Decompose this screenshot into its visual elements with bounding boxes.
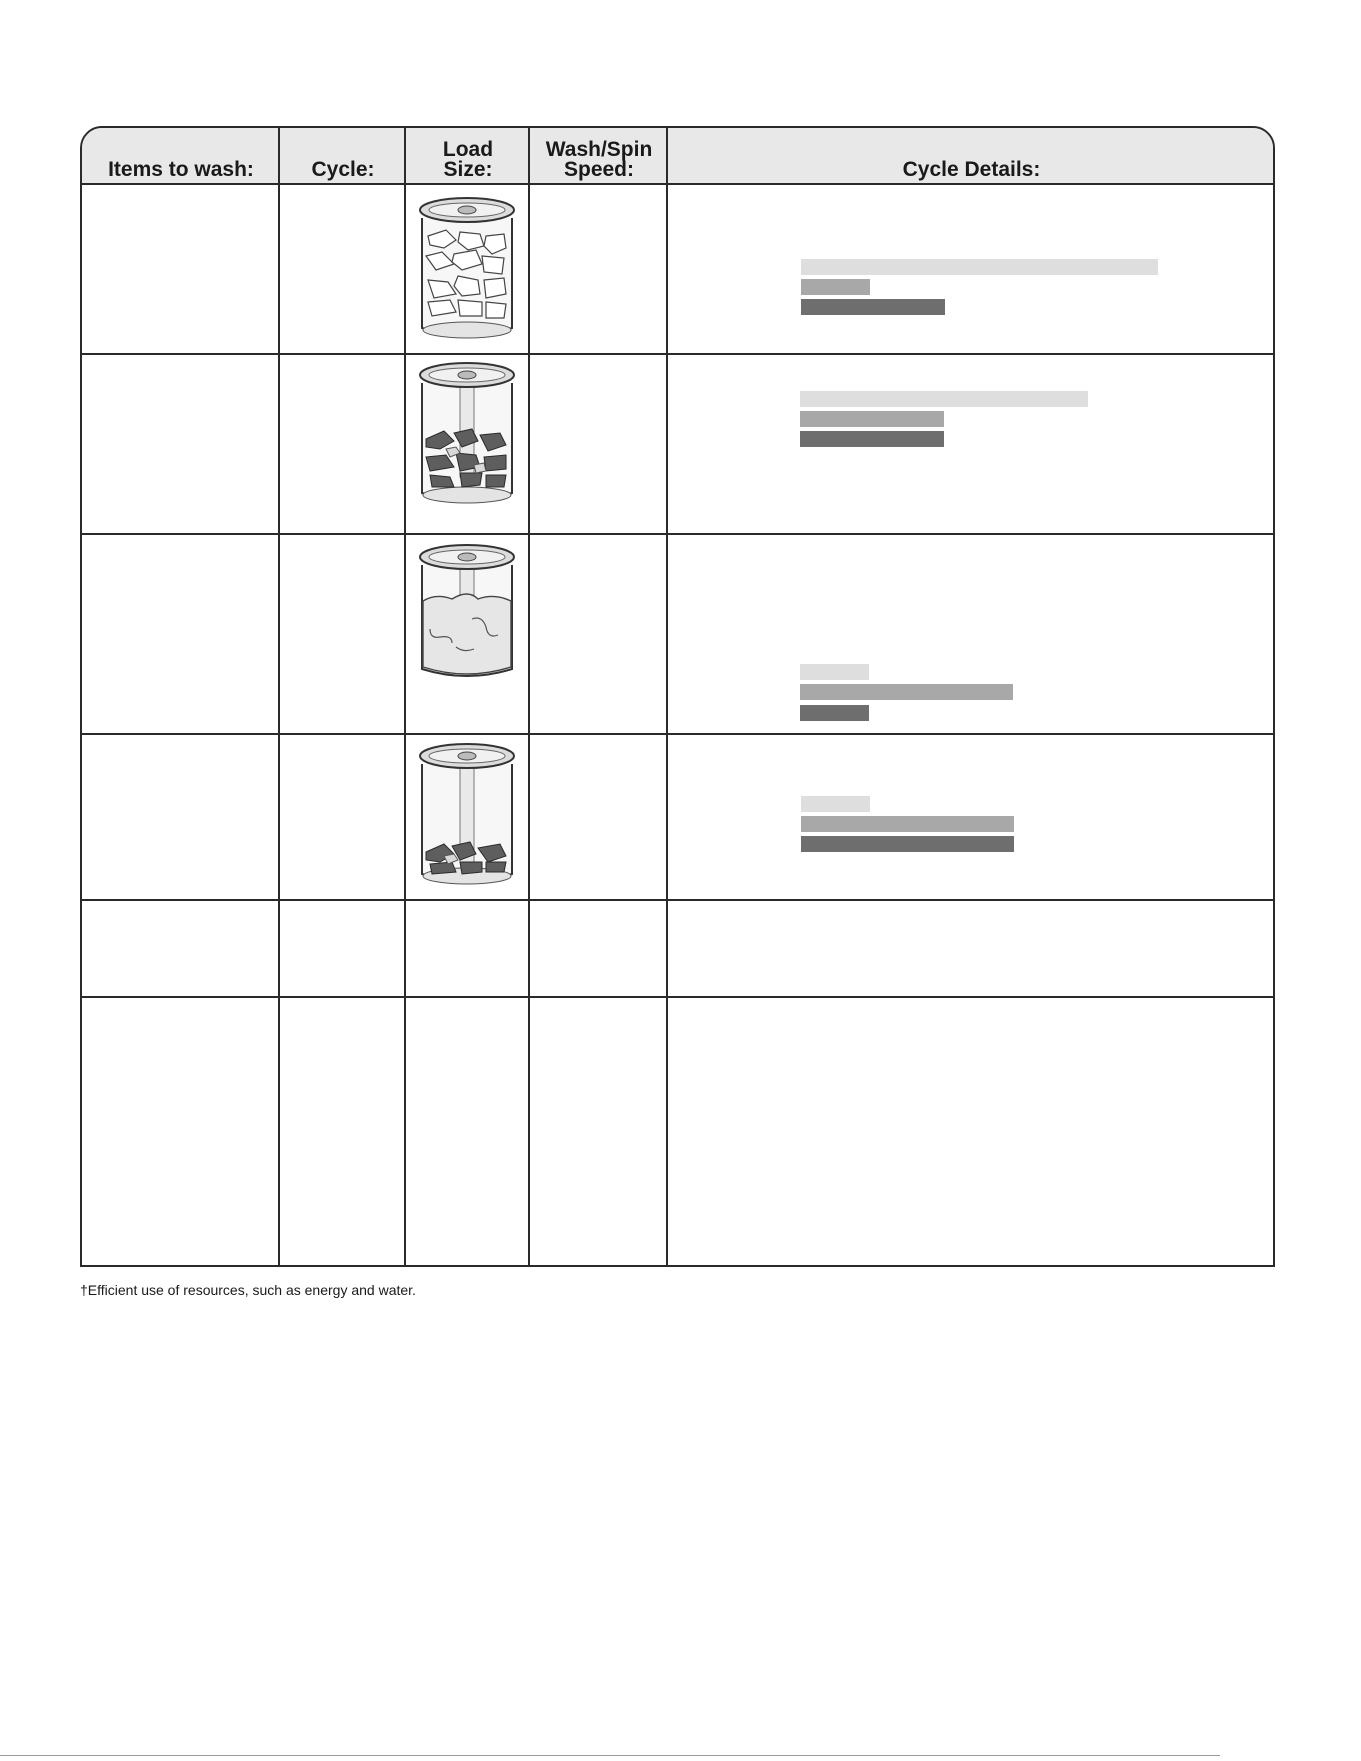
row-divider	[82, 996, 1273, 998]
column-divider	[278, 128, 280, 1265]
cycle-indicator-bar	[800, 431, 944, 447]
medium-load-tub-icon	[416, 361, 518, 507]
footnote: †Efficient use of resources, such as energy and water.	[80, 1282, 416, 1298]
cycle-indicator-bar	[801, 259, 1158, 275]
row-divider	[82, 353, 1273, 355]
header-wash-spin-speed: Wash/Spin Speed:	[545, 138, 653, 181]
column-divider	[528, 128, 530, 1265]
cycle-indicator-bar	[800, 411, 944, 427]
bulky-load-tub-icon	[416, 543, 518, 683]
cycle-indicator-bar	[801, 816, 1014, 832]
column-divider	[404, 128, 406, 1265]
cycle-indicator-bar	[801, 796, 870, 812]
cycle-indicator-bar	[800, 684, 1013, 700]
full-load-tub-icon	[416, 196, 518, 342]
small-load-tub-icon	[416, 742, 518, 888]
row-divider	[82, 899, 1273, 901]
cycle-indicator-bar	[800, 664, 869, 680]
cycle-guide-table	[80, 126, 1275, 1267]
cycle-indicator-bar	[801, 279, 870, 295]
header-cycle: Cycle:	[311, 158, 375, 181]
cycle-indicator-bar	[800, 705, 869, 721]
row-divider	[82, 733, 1273, 735]
row-divider	[82, 533, 1273, 535]
cycle-indicator-bar	[801, 836, 1014, 852]
header-items-to-wash: Items to wash:	[108, 158, 254, 181]
column-divider	[666, 128, 668, 1265]
header-load-size: Load Size:	[442, 138, 494, 181]
header-cycle-details: Cycle Details:	[902, 158, 1041, 181]
cycle-indicator-bar	[800, 391, 1088, 407]
page-bottom-rule	[0, 1755, 1220, 1756]
cycle-indicator-bar	[801, 299, 945, 315]
